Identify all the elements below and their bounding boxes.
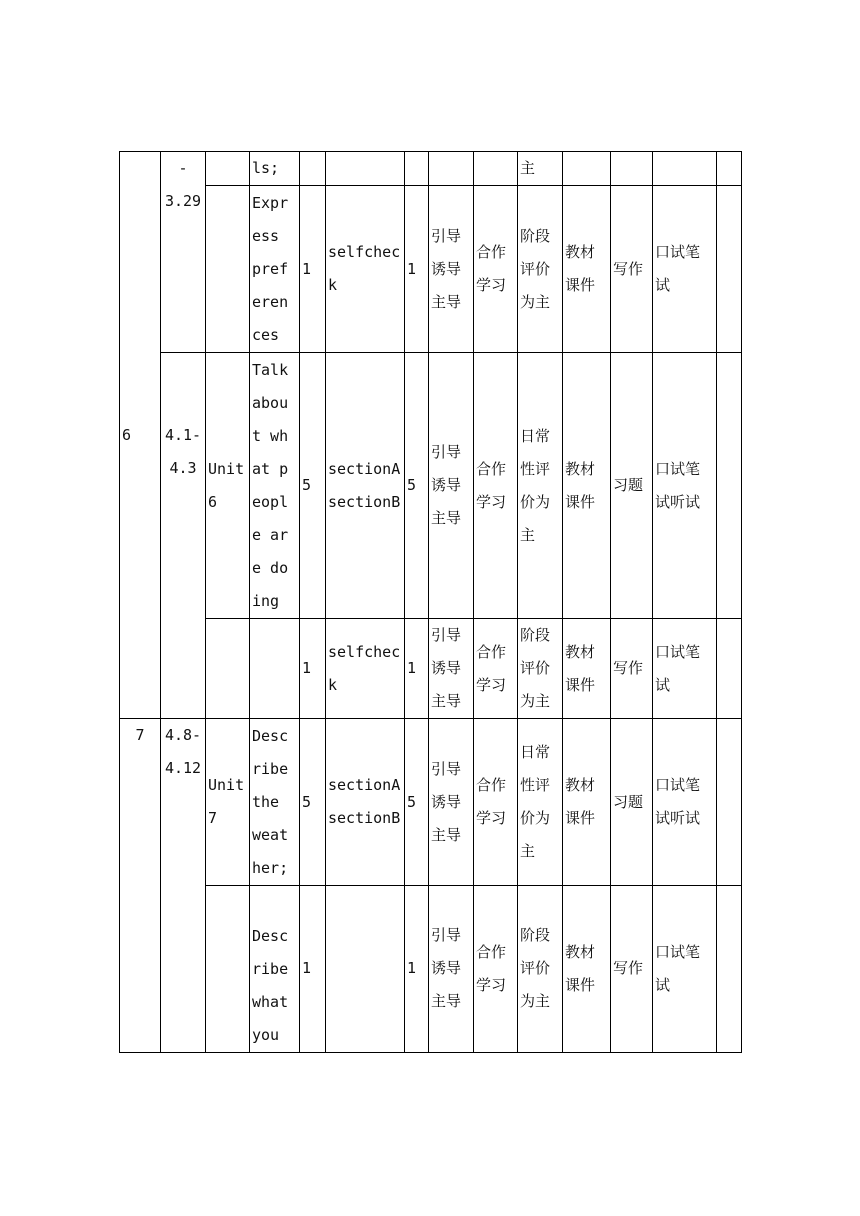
note-cell	[717, 186, 742, 353]
homework-cell: 习题	[611, 719, 653, 886]
resources-cell: 教材课件	[563, 353, 611, 619]
unit-cell: Unit 6	[206, 353, 250, 619]
objective-cell: Express preferences	[250, 186, 300, 353]
unit-cell	[206, 152, 250, 186]
resources-cell: 教材课件	[563, 719, 611, 886]
evaluation-cell: 阶段评价为主	[518, 886, 563, 1053]
evaluation-cell: 主	[518, 152, 563, 186]
objective-cell: ls;	[250, 152, 300, 186]
resources-cell	[563, 152, 611, 186]
assessment-cell: 口试笔试	[653, 186, 717, 353]
resources-cell: 教材课件	[563, 619, 611, 719]
teach-method-cell: 引导诱导主导	[429, 186, 474, 353]
note-cell	[717, 353, 742, 619]
table-row	[120, 619, 742, 719]
evaluation-cell: 阶段评价为主	[518, 619, 563, 719]
date-cell: - 3.29	[161, 152, 206, 353]
teaching-plan-table	[119, 151, 742, 1053]
homework-cell: 习题	[611, 353, 653, 619]
learn-method-cell: 合作学习	[474, 186, 518, 353]
learn-method-cell: 合作学习	[474, 619, 518, 719]
unit-cell: Unit 7	[206, 719, 250, 886]
hours2-cell: 1	[405, 619, 429, 719]
homework-cell: 写作	[611, 186, 653, 353]
resources-cell: 教材课件	[563, 186, 611, 353]
objective-cell: Describe what you	[250, 886, 300, 1053]
hours-cell: 5	[300, 353, 326, 619]
hours2-cell	[405, 152, 429, 186]
teach-method-cell: 引导诱导主导	[429, 353, 474, 619]
table-row	[120, 186, 742, 353]
table-row	[120, 152, 742, 186]
assessment-cell: 口试笔试听试	[653, 353, 717, 619]
hours2-cell: 1	[405, 886, 429, 1053]
evaluation-cell: 阶段评价为主	[518, 186, 563, 353]
objective-cell: Talk about what people are doing	[250, 353, 300, 619]
assessment-cell	[653, 152, 717, 186]
assessment-cell: 口试笔试听试	[653, 719, 717, 886]
week-cell: 6	[120, 152, 161, 719]
resources-cell: 教材课件	[563, 886, 611, 1053]
content-cell: sectionA sectionB	[326, 353, 405, 619]
evaluation-cell: 日常性评价为主	[518, 353, 563, 619]
hours2-cell: 5	[405, 353, 429, 619]
hours2-cell: 5	[405, 719, 429, 886]
unit-cell	[206, 619, 250, 719]
objective-cell: Describe the weather;	[250, 719, 300, 886]
hours-cell	[300, 152, 326, 186]
learn-method-cell	[474, 152, 518, 186]
assessment-cell: 口试笔试	[653, 619, 717, 719]
table-row	[120, 719, 742, 886]
evaluation-cell: 日常性评价为主	[518, 719, 563, 886]
learn-method-cell: 合作学习	[474, 719, 518, 886]
content-cell	[326, 886, 405, 1053]
date-cell: 4.8- 4.12	[161, 719, 206, 1053]
unit-cell	[206, 886, 250, 1053]
objective-cell	[250, 619, 300, 719]
date-cell: 4.1- 4.3	[161, 353, 206, 719]
content-cell	[326, 152, 405, 186]
table-row	[120, 886, 742, 1053]
teach-method-cell	[429, 152, 474, 186]
hours-cell: 5	[300, 719, 326, 886]
note-cell	[717, 152, 742, 186]
hours-cell: 1	[300, 186, 326, 353]
hours-cell: 1	[300, 619, 326, 719]
homework-cell	[611, 152, 653, 186]
content-cell: sectionA sectionB	[326, 719, 405, 886]
learn-method-cell: 合作学习	[474, 353, 518, 619]
homework-cell: 写作	[611, 886, 653, 1053]
teach-method-cell: 引导诱导主导	[429, 619, 474, 719]
assessment-cell: 口试笔试	[653, 886, 717, 1053]
table-row	[120, 353, 742, 619]
hours-cell: 1	[300, 886, 326, 1053]
note-cell	[717, 719, 742, 886]
note-cell	[717, 619, 742, 719]
learn-method-cell: 合作学习	[474, 886, 518, 1053]
unit-cell	[206, 186, 250, 353]
homework-cell: 写作	[611, 619, 653, 719]
hours2-cell: 1	[405, 186, 429, 353]
note-cell	[717, 886, 742, 1053]
teach-method-cell: 引导诱导主导	[429, 886, 474, 1053]
teach-method-cell: 引导诱导主导	[429, 719, 474, 886]
week-cell: 7	[120, 719, 161, 1053]
content-cell: selfcheck	[326, 186, 405, 353]
content-cell: selfcheck	[326, 619, 405, 719]
